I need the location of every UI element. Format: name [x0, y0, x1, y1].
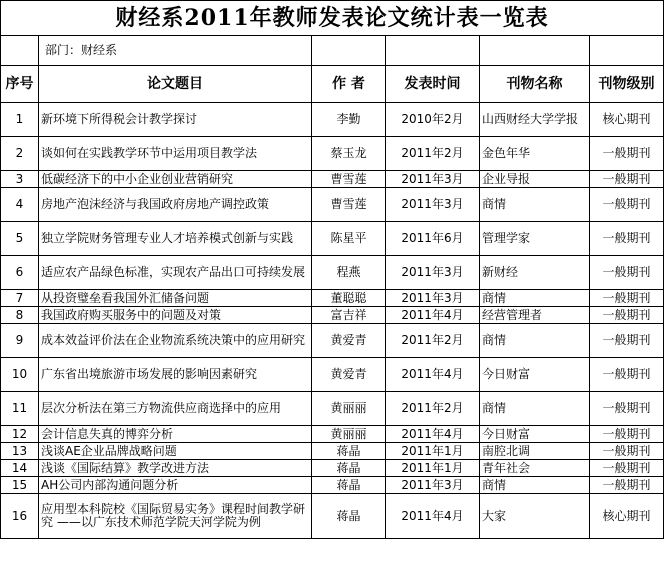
cell-journal[interactable]: 管理学家 [480, 222, 590, 256]
cell-no[interactable]: 7 [1, 290, 39, 307]
cell-author[interactable]: 富吉祥 [312, 307, 386, 324]
cell-journal[interactable]: 商情 [480, 392, 590, 426]
cell-date[interactable]: 2011年3月 [386, 477, 480, 494]
cell-journal[interactable]: 山西财经大学学报 [480, 103, 590, 137]
cell-level[interactable]: 一般期刊 [590, 443, 664, 460]
header-no[interactable]: 序号 [1, 66, 39, 103]
header-journal[interactable]: 刊物名称 [480, 66, 590, 103]
cell-author[interactable]: 黄丽丽 [312, 426, 386, 443]
cell-paper-title[interactable]: 成本效益评价法在企业物流系统决策中的应用研究 [39, 324, 312, 358]
cell-journal[interactable]: 新财经 [480, 256, 590, 290]
cell-author[interactable]: 董聪聪 [312, 290, 386, 307]
cell-author[interactable]: 程燕 [312, 256, 386, 290]
cell-journal[interactable]: 今日财富 [480, 358, 590, 392]
dept-blank-cell[interactable] [480, 36, 590, 66]
cell-level[interactable]: 一般期刊 [590, 290, 664, 307]
cell-no[interactable]: 6 [1, 256, 39, 290]
cell-paper-title[interactable]: 低碳经济下的中小企业创业营销研究 [39, 171, 312, 188]
sheet-title: 财经系2011年教师发表论文统计表一览表 [1, 1, 664, 36]
cell-journal[interactable]: 经营管理者 [480, 307, 590, 324]
cell-date[interactable]: 2010年2月 [386, 103, 480, 137]
table-row [1, 426, 664, 443]
table-row [1, 171, 664, 188]
cell-date[interactable]: 2011年1月 [386, 460, 480, 477]
cell-level[interactable]: 一般期刊 [590, 358, 664, 392]
cell-level[interactable]: 一般期刊 [590, 324, 664, 358]
cell-author[interactable]: 蒋晶 [312, 494, 386, 539]
cell-date[interactable]: 2011年6月 [386, 222, 480, 256]
cell-paper-title[interactable]: 浅谈AE企业品牌战略问题 [39, 443, 312, 460]
table-row [1, 392, 664, 426]
dept-blank-cell[interactable] [1, 36, 39, 66]
table-row [1, 222, 664, 256]
cell-level[interactable]: 一般期刊 [590, 460, 664, 477]
cell-author[interactable]: 蒋晶 [312, 443, 386, 460]
cell-journal[interactable]: 大家 [480, 494, 590, 539]
cell-date[interactable]: 2011年3月 [386, 171, 480, 188]
cell-journal[interactable]: 商情 [480, 477, 590, 494]
cell-paper-title[interactable]: AH公司内部沟通问题分析 [39, 477, 312, 494]
cell-author[interactable]: 黄丽丽 [312, 392, 386, 426]
table-row [1, 307, 664, 324]
header-paper-title[interactable]: 论文题目 [39, 66, 312, 103]
cell-date[interactable]: 2011年2月 [386, 324, 480, 358]
cell-no[interactable]: 4 [1, 188, 39, 222]
cell-date[interactable]: 2011年4月 [386, 307, 480, 324]
cell-author[interactable]: 蒋晶 [312, 477, 386, 494]
cell-journal[interactable]: 商情 [480, 324, 590, 358]
cell-paper-title[interactable]: 会计信息失真的博弈分析 [39, 426, 312, 443]
cell-paper-title[interactable]: 从投资璧垒看我国外汇储备问题 [39, 290, 312, 307]
cell-journal[interactable]: 青年社会 [480, 460, 590, 477]
cell-date[interactable]: 2011年4月 [386, 494, 480, 539]
table-row [1, 460, 664, 477]
cell-level[interactable]: 一般期刊 [590, 137, 664, 171]
cell-date[interactable]: 2011年3月 [386, 290, 480, 307]
cell-no[interactable]: 11 [1, 392, 39, 426]
cell-no[interactable]: 5 [1, 222, 39, 256]
cell-no[interactable]: 12 [1, 426, 39, 443]
cell-paper-title[interactable]: 适应农产品绿色标准，实现农产品出口可持续发展 [39, 256, 312, 290]
table-row [1, 477, 664, 494]
cell-author[interactable]: 黄爱青 [312, 358, 386, 392]
cell-author[interactable]: 曹雪莲 [312, 188, 386, 222]
cell-no[interactable]: 9 [1, 324, 39, 358]
header-row [1, 66, 664, 103]
cell-journal[interactable]: 商情 [480, 290, 590, 307]
cell-no[interactable]: 10 [1, 358, 39, 392]
table-row [1, 324, 664, 358]
cell-no[interactable]: 8 [1, 307, 39, 324]
table-row [1, 443, 664, 460]
header-date[interactable]: 发表时间 [386, 66, 480, 103]
cell-paper-title[interactable]: 层次分析法在第三方物流供应商选择中的应用 [39, 392, 312, 426]
cell-paper-title[interactable]: 广东省出境旅游市场发展的影响因素研究 [39, 358, 312, 392]
cell-journal[interactable]: 金色年华 [480, 137, 590, 171]
cell-author[interactable]: 黄爱青 [312, 324, 386, 358]
cell-paper-title[interactable]: 谈如何在实践教学环节中运用项目教学法 [39, 137, 312, 171]
cell-date[interactable]: 2011年2月 [386, 137, 480, 171]
cell-no[interactable]: 13 [1, 443, 39, 460]
cell-no[interactable]: 16 [1, 494, 39, 539]
cell-author[interactable]: 曹雪莲 [312, 171, 386, 188]
cell-paper-title[interactable]: 独立学院财务管理专业人才培养模式创新与实践 [39, 222, 312, 256]
table-row [1, 358, 664, 392]
cell-paper-title[interactable]: 新环境下所得税会计教学探讨 [39, 103, 312, 137]
dept-blank-cell[interactable] [590, 36, 664, 66]
cell-level[interactable]: 一般期刊 [590, 188, 664, 222]
cell-journal[interactable]: 今日财富 [480, 426, 590, 443]
cell-date[interactable]: 2011年3月 [386, 188, 480, 222]
cell-level[interactable]: 一般期刊 [590, 392, 664, 426]
cell-level[interactable]: 一般期刊 [590, 222, 664, 256]
dept-blank-cell[interactable] [386, 36, 480, 66]
cell-paper-title[interactable]: 浅谈《国际结算》教学改进方法 [39, 460, 312, 477]
cell-no[interactable]: 3 [1, 171, 39, 188]
cell-no[interactable]: 15 [1, 477, 39, 494]
cell-no[interactable]: 1 [1, 103, 39, 137]
cell-level[interactable]: 一般期刊 [590, 307, 664, 324]
cell-paper-title[interactable]: 我国政府购买服务中的问题及对策 [39, 307, 312, 324]
cell-no[interactable]: 14 [1, 460, 39, 477]
cell-paper-title[interactable]: 应用型本科院校《国际贸易实务》课程时间教学研究 ——以广东技术师范学院天河学院为例 [39, 494, 312, 539]
cell-author[interactable]: 蒋晶 [312, 460, 386, 477]
cell-date[interactable]: 2011年1月 [386, 443, 480, 460]
cell-journal[interactable]: 企业导报 [480, 171, 590, 188]
cell-date[interactable]: 2011年4月 [386, 358, 480, 392]
cell-author[interactable]: 陈星平 [312, 222, 386, 256]
cell-journal[interactable]: 商情 [480, 188, 590, 222]
department-label[interactable]: 部门：财经系 [39, 36, 312, 66]
header-author[interactable]: 作 者 [312, 66, 386, 103]
cell-author[interactable]: 蔡玉龙 [312, 137, 386, 171]
cell-level[interactable]: 核心期刊 [590, 103, 664, 137]
cell-date[interactable]: 2011年3月 [386, 256, 480, 290]
cell-date[interactable]: 2011年4月 [386, 426, 480, 443]
dept-blank-cell[interactable] [312, 36, 386, 66]
table-row [1, 290, 664, 307]
cell-level[interactable]: 一般期刊 [590, 426, 664, 443]
table-row [1, 256, 664, 290]
cell-no[interactable]: 2 [1, 137, 39, 171]
table-row [1, 137, 664, 171]
cell-author[interactable]: 李勤 [312, 103, 386, 137]
table-row [1, 188, 664, 222]
cell-level[interactable]: 一般期刊 [590, 477, 664, 494]
cell-paper-title[interactable]: 房地产泡沫经济与我国政府房地产调控政策 [39, 188, 312, 222]
header-level[interactable]: 刊物级别 [590, 66, 664, 103]
cell-level[interactable]: 一般期刊 [590, 171, 664, 188]
cell-date[interactable]: 2011年2月 [386, 392, 480, 426]
cell-level[interactable]: 一般期刊 [590, 256, 664, 290]
table-row [1, 103, 664, 137]
cell-journal[interactable]: 南腔北调 [480, 443, 590, 460]
table-row [1, 494, 664, 539]
cell-level[interactable]: 核心期刊 [590, 494, 664, 539]
